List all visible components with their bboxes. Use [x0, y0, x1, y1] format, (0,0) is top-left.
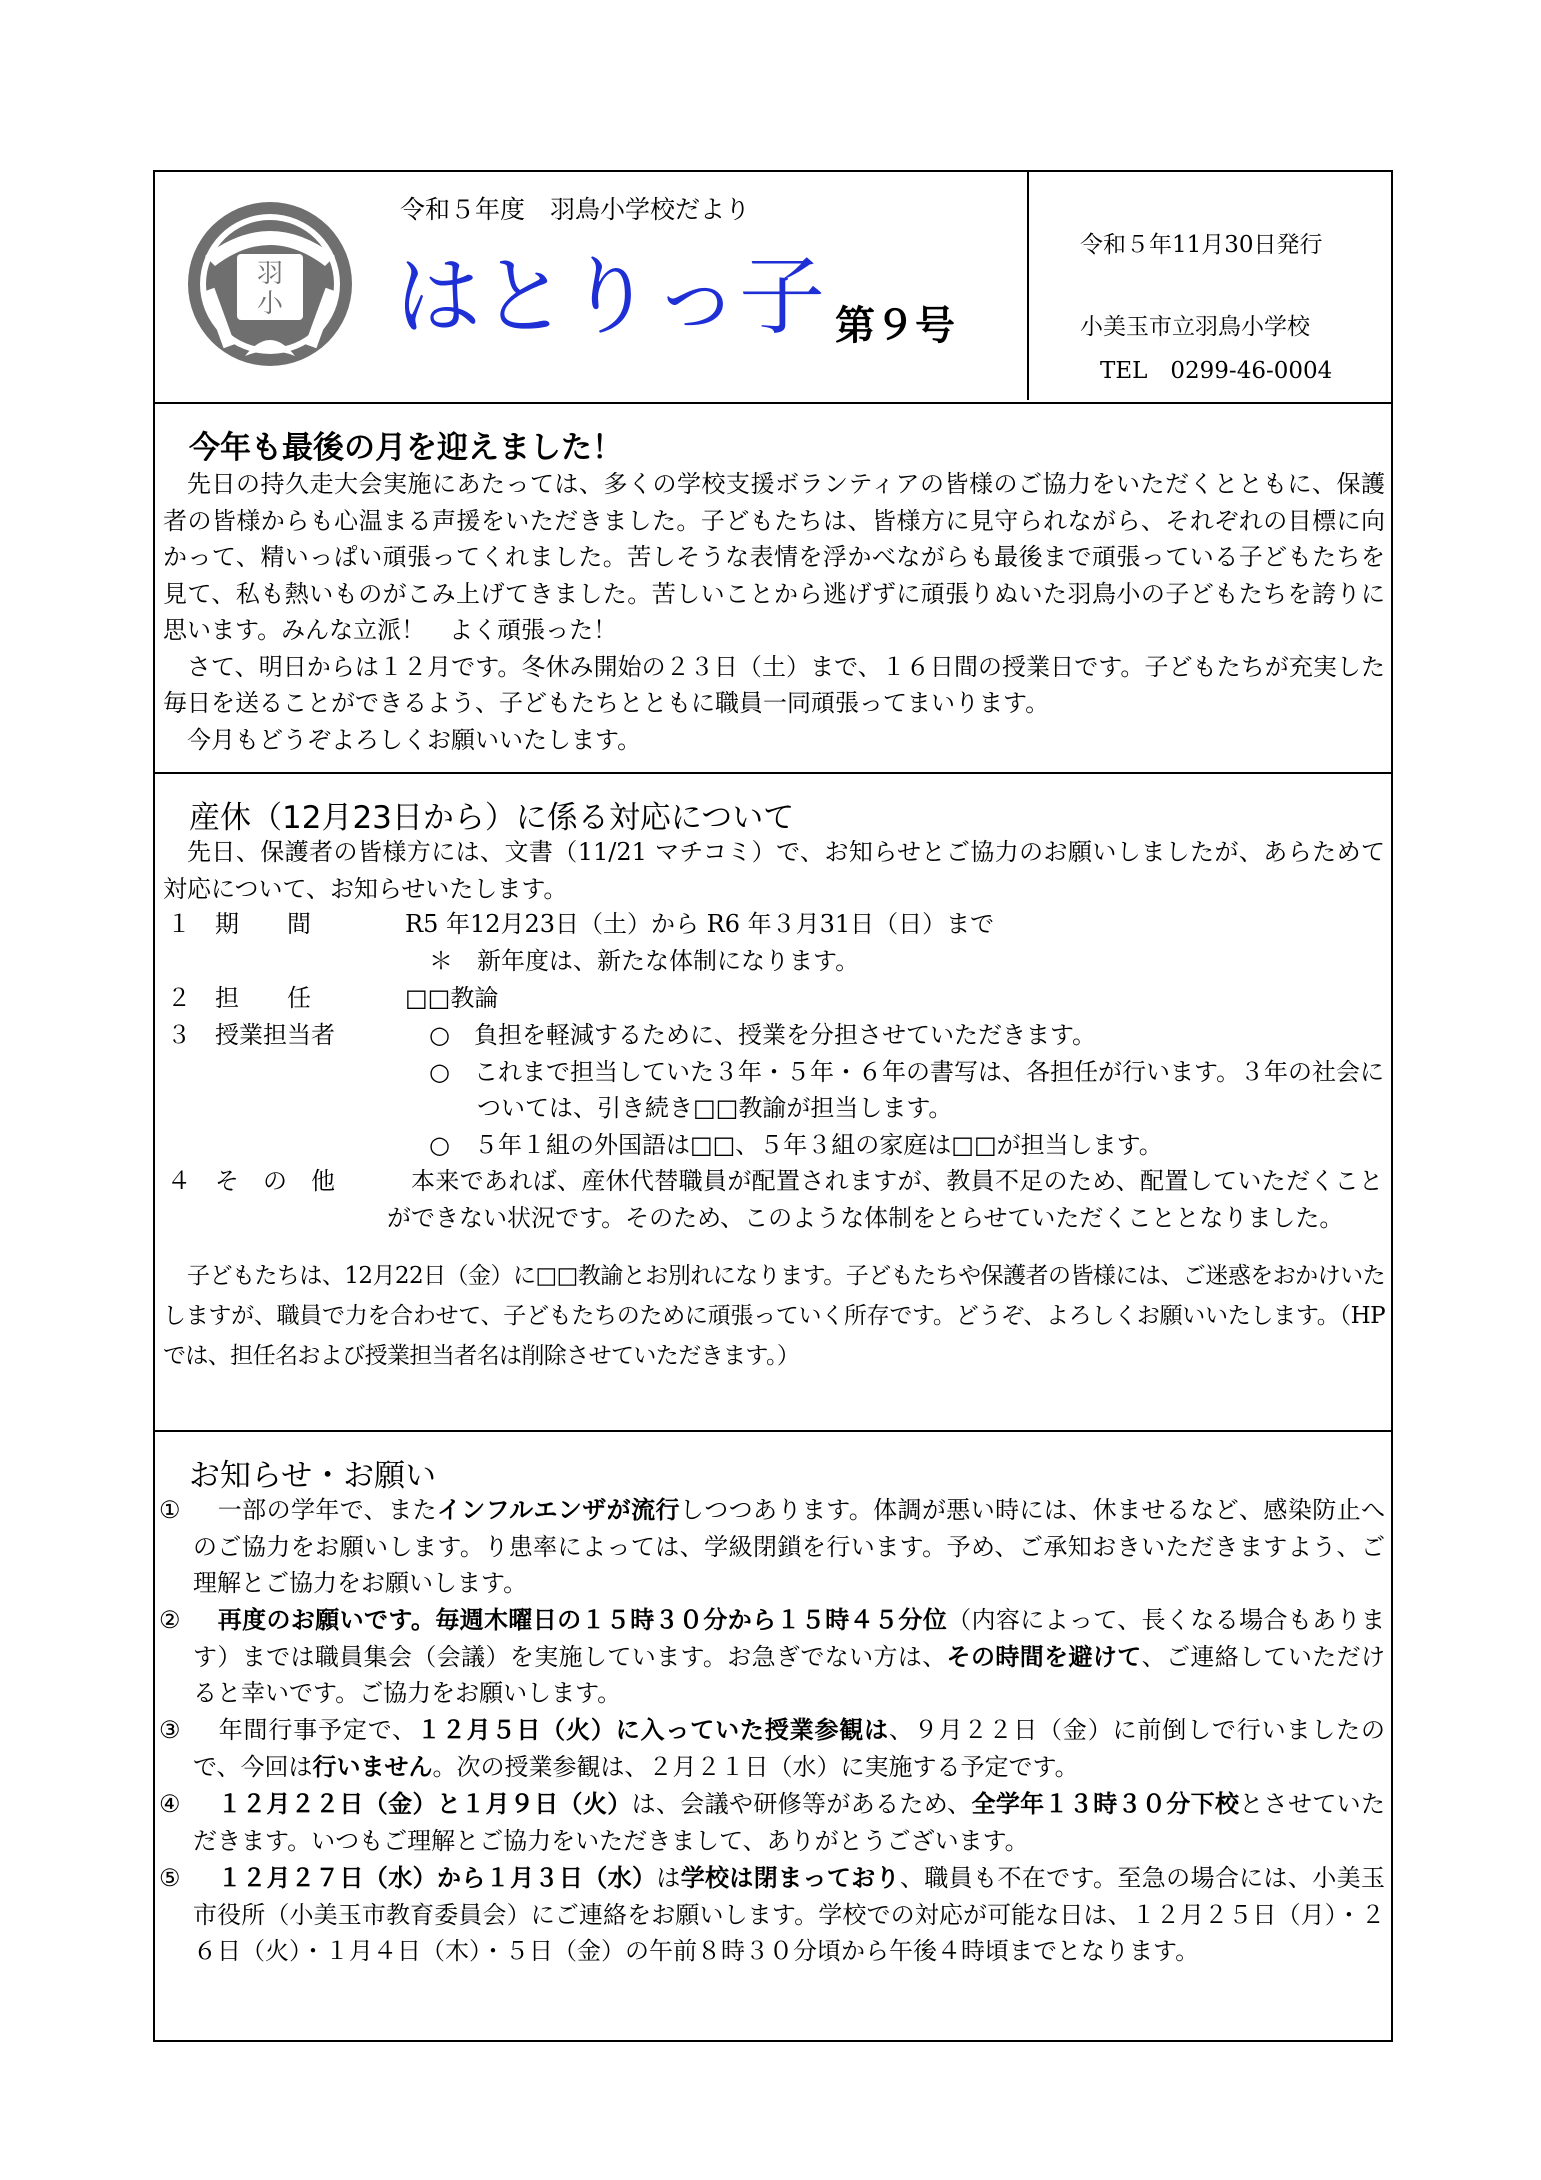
school-newsletter-label: 令和５年度 羽鳥小学校だより [400, 195, 751, 224]
section-title: お知らせ・お願い [189, 1458, 437, 1494]
svg-text:羽: 羽 [256, 259, 284, 289]
notice-emphasis: 学校は閉まっており [680, 1864, 900, 1892]
item-teachers [155, 1017, 1391, 1163]
notice-text [193, 1606, 218, 1634]
notice-text: 、９月２２日（金）に前倒しで行いましたので、今回は [193, 1716, 1386, 1781]
item-label: ４ そ の 他 [167, 1167, 335, 1195]
svg-text:小: 小 [256, 289, 284, 319]
issue-number: 第９号 [835, 303, 955, 349]
notice-number: ② [159, 1606, 181, 1634]
paragraph: 先日の持久走大会実施にあたっては、多くの学校支援ボランティアの皆様のご協力をいただくとともに、保護者の皆様からも心温まる声援をいただきました。子どもたちは、皆様方に見守られながら、それぞれの目標に向かって、精いっぱい頑張ってくれました。苦しそうな表情を浮かべながらも最後まで頑張っている子どもたちを見て、私も熱いものがこみ上げてきました。苦しいことから逃げずに頑張りぬいた羽鳥小の子どもたちを誇りに思います。みんな立派！ よく頑張った！ [163, 470, 1385, 644]
item-label: １ 期 間 [167, 910, 311, 938]
school-phone: TEL 0299-46-0004 [1100, 358, 1333, 384]
notice-emphasis: １２月２７日（水）から１月３日（水） [217, 1864, 657, 1892]
item-line: R5 年12月23日（土）から R6 年３月31日（日）まで [405, 910, 995, 938]
item-value: □□教論 [405, 984, 499, 1012]
item-label: ２ 担 任 [167, 984, 311, 1012]
item-value [405, 1017, 1385, 1163]
notice-emphasis: その時間を避けて [946, 1642, 1142, 1671]
section-body [163, 466, 1385, 758]
notice-text: しつつあります。体調が悪い時には、休ませるなど、感染防止へのご協力をお願いします。り患率によっては、学級閉鎖を行います。予め、ご承知おきいただきますよう、ご理解とご協力をお願いします。 [193, 1496, 1386, 1597]
section-year-end [155, 404, 1391, 774]
notice-item [159, 1712, 1385, 1785]
item-label: ３ 授業担当者 [167, 1021, 335, 1049]
newsletter-frame [153, 170, 1393, 2042]
notice-text: 一部の学年で、また [193, 1496, 437, 1524]
notice-item [159, 1602, 1385, 1712]
notice-emphasis: インフルエンザが流行 [436, 1496, 680, 1524]
notice-emphasis: 再度のお願いです。毎週木曜日の１５時３０分から１５時４５分位 [217, 1606, 948, 1634]
notice-item [159, 1786, 1385, 1859]
item-line: ○ ５年１組の外国語は□□、５年３組の家庭は□□が担当します。 [405, 1130, 1163, 1159]
section-intro: 先日、保護者の皆様方には、文書（11/21 マチコミ）で、お知らせとご協力のお願いしましたが、あらためて対応について、お知らせいたします。 [163, 838, 1385, 903]
section-maternity-leave [155, 776, 1391, 1432]
notice-number: ④ [159, 1790, 181, 1818]
notice-item [159, 1492, 1385, 1602]
notice-text: 、職員も不在です。至急の場合には、小美玉市役所（小美玉市教育委員会）にご連絡をお願いします。学校での対応が可能な日は、１２月２５日（月）・２６日（火）・１月４日（木）・５日（金）の午前８時３０分頃から午後４時頃までとなります。 [193, 1864, 1386, 1965]
section-title: 今年も最後の月を迎えました！ [189, 430, 623, 466]
notice-item [159, 1860, 1385, 1970]
section-title: 産休（12月23日から）に係る対応について [189, 800, 795, 836]
school-emblem-icon [185, 196, 355, 372]
notice-text [193, 1864, 218, 1892]
newsletter-title: はとりっ子 [395, 247, 825, 347]
item-line: ＊ 新年度は、新たな体制になります。 [405, 946, 860, 975]
newsletter-header [155, 172, 1391, 404]
item-line: ○ これまで担当していた３年・５年・６年の書写は、各担任が行います。３年の社会については、引き続き□□教諭が担当します。 [405, 1057, 1385, 1122]
notice-text: （内容によって、長くなる場合もあります）までは職員集会（会議）を実施しています。お急ぎでない方は、 [193, 1606, 1386, 1671]
section-closing: 子どもたちは、12月22日（金）に□□教諭とお別れになります。子どもたちや保護者の皆様には、ご迷惑をおかけいたしますが、職員で力を合わせて、子どもたちのために頑張っていく所存です。どうぞ、よろしくお願いいたします。（HPでは、担任名および授業担当者名は削除させていただきます。） [163, 1263, 1385, 1369]
item-period [155, 906, 1391, 980]
notice-text: とさせていただきます。いつもご理解とご協力をいただきまして、ありがとうございます。 [193, 1790, 1386, 1855]
notice-emphasis: 全学年１３時３０分下校 [971, 1790, 1240, 1818]
header-divider [1027, 172, 1029, 400]
paragraph: 今月もどうぞよろしくお願いいたします。 [187, 725, 642, 754]
notice-text: は、会議や研修等があるため、 [631, 1790, 972, 1818]
notice-text: 。次の授業参観は、２月２１日（水）に実施する予定です。 [432, 1752, 1079, 1781]
notice-text: 年間行事予定で、 [193, 1716, 417, 1744]
publisher-school-name: 小美玉市立羽鳥小学校 [1080, 314, 1310, 340]
item-value: 本来であれば、産休代替職員が配置されますが、教員不足のため、配置していただくことができない状況です。そのため、このような体制をとらせていただくこととなりました。 [387, 1167, 1383, 1232]
notice-emphasis: １２月５日（火）に入っていた授業参観は [416, 1716, 889, 1744]
notice-text: 、ご連絡していただけると幸いです。ご協力をお願いします。 [193, 1642, 1386, 1707]
notice-text: は [656, 1864, 681, 1892]
item-line: ○ 負担を軽減するために、授業を分担させていただきます。 [405, 1021, 1097, 1049]
paragraph: さて、明日からは１２月です。冬休み開始の２３日（土）まで、１６日間の授業日です。子どもたちが充実した毎日を送ることができるよう、子どもたちとともに職員一同頑張ってまいります。 [163, 652, 1385, 717]
publication-date: 令和５年11月30日発行 [1080, 232, 1323, 258]
notice-text [193, 1790, 218, 1818]
notice-number: ① [159, 1496, 181, 1524]
notice-number: ⑤ [159, 1864, 181, 1892]
notice-number: ③ [159, 1716, 181, 1744]
section-notices [155, 1434, 1391, 2040]
item-value [405, 906, 1395, 979]
notice-emphasis: １２月２２日（金）と１月９日（火） [217, 1790, 632, 1818]
item-homeroom [155, 980, 1391, 1017]
notice-emphasis: 行いません [312, 1752, 433, 1781]
